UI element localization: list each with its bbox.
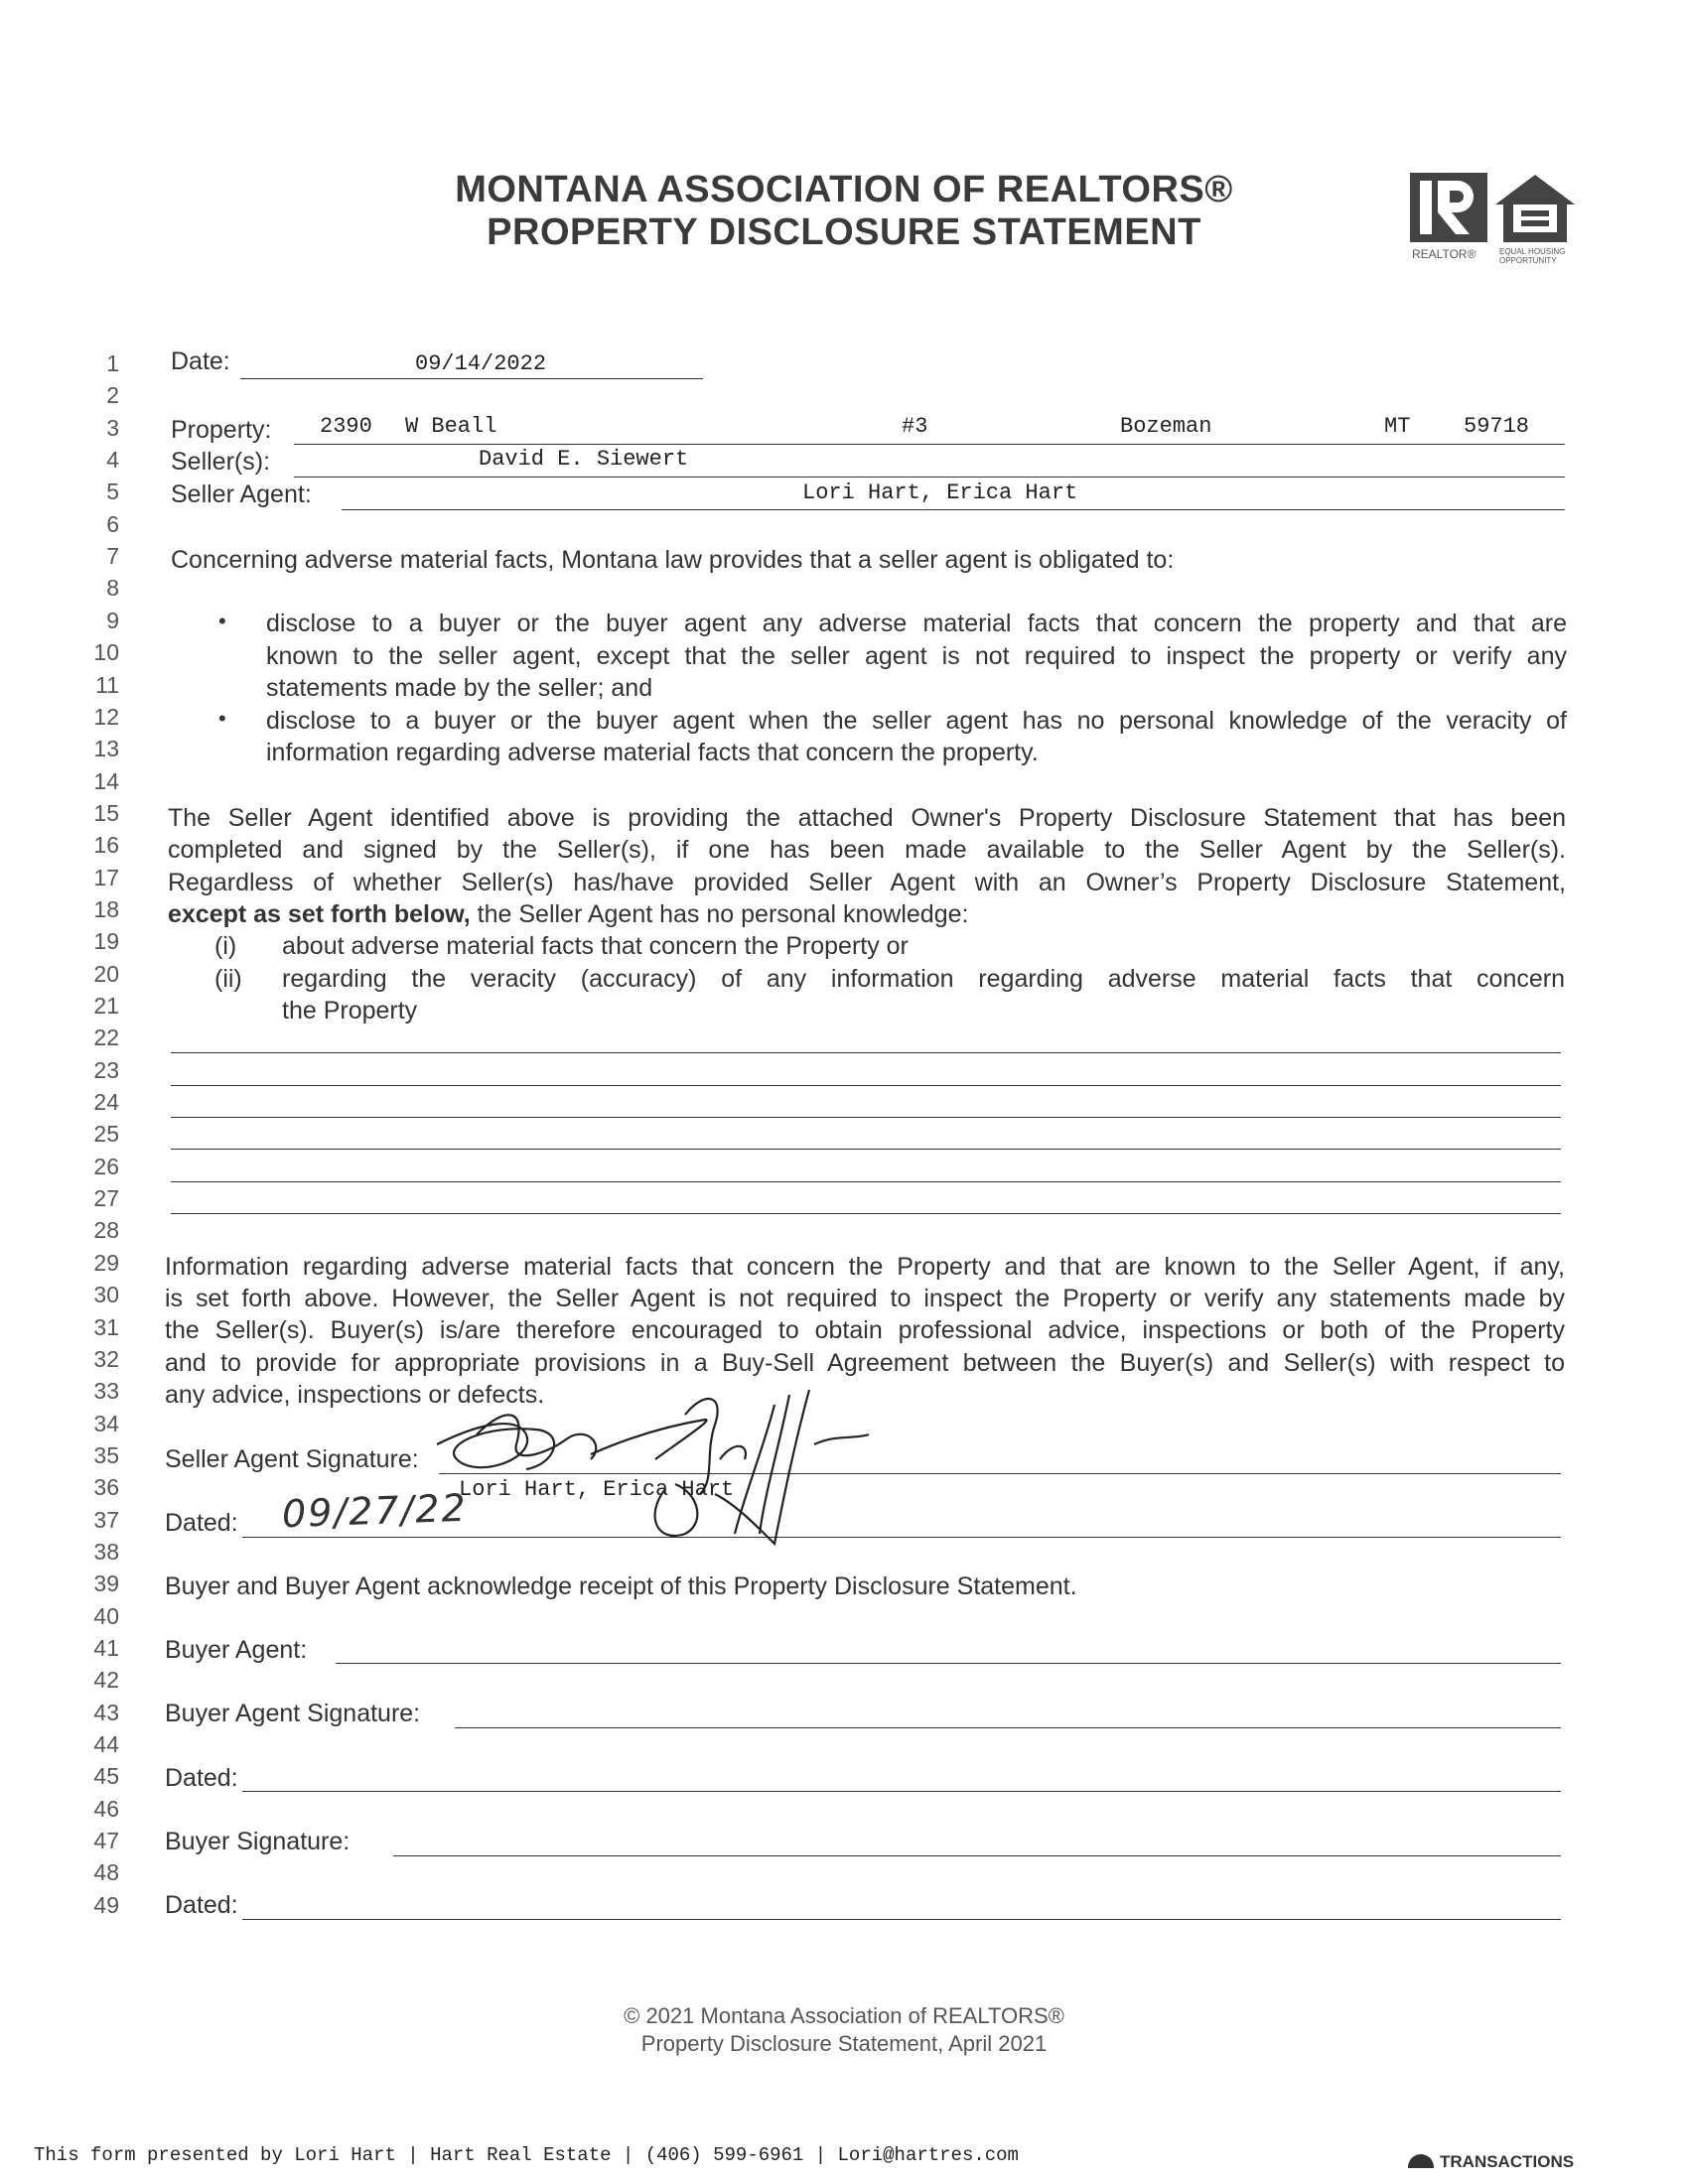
para2-line1: Information regarding adverse material facts that concern the Property and that are known to the Seller Agent, if any, [165,1253,1565,1281]
item-ii-line1: regarding the veracity (accuracy) of any information regarding adverse material facts that concern [282,965,1565,993]
equal-housing-icon [1495,175,1575,264]
line-number: 5 [106,478,119,505]
blank-line[interactable] [171,1149,1561,1150]
line-number: 24 [93,1089,119,1116]
line-number: 31 [93,1313,119,1340]
date-label: Date: [171,347,230,375]
buyer-dated-field[interactable] [242,1919,1561,1920]
line-number: 44 [93,1731,119,1758]
date-field[interactable]: 09/14/2022 [415,351,547,376]
transactions-logo-icon [1408,2154,1434,2168]
line-number: 47 [93,1828,119,1854]
para2-line2: is set forth above. However, the Seller Agent is not required to inspect the Property or verify any statements made by [165,1285,1565,1312]
line-number: 48 [93,1859,119,1886]
line-number: 43 [93,1699,119,1725]
line-number: 42 [93,1667,119,1694]
line-number: 14 [93,767,119,794]
property-city-field[interactable]: Bozeman [1120,414,1212,439]
transactions-brand-text: TRANSACTIONS [1440,2152,1575,2171]
line-number: 16 [93,832,119,859]
line-number: 36 [93,1474,119,1501]
line-number: 33 [93,1378,119,1405]
line-number: 21 [93,993,119,1019]
line-number: 3 [106,414,119,441]
buyer-agent-field[interactable] [336,1663,1561,1664]
line-number: 30 [93,1282,119,1308]
line-number: 11 [95,671,119,698]
sellers-underline [294,477,1565,478]
form-title-line1: MONTANA ASSOCIATION OF REALTORS® [455,169,1233,210]
sellers-field[interactable]: David E. Siewert [479,447,689,472]
para1-line4-rest: the Seller Agent has no personal knowledge: [470,900,969,928]
line-number: 10 [93,639,119,666]
presented-by-footer: This form presented by Lori Hart | Hart Real Estate | (406) 599-6961 | Lori@hartres.com [34,2144,1019,2166]
line-number: 27 [93,1185,119,1212]
line-number: 1 [106,350,119,376]
property-unit-field[interactable]: #3 [902,414,928,439]
copyright-notice: © 2021 Montana Association of REALTORS® [624,2003,1064,2028]
line-number: 19 [93,928,119,955]
bullet2-line2: information regarding adverse material facts that concern the property. [266,739,1039,766]
buyer-signature-label: Buyer Signature: [165,1828,351,1855]
realtor-equal-housing-logos [1408,171,1579,264]
property-zip-field[interactable]: 59718 [1464,414,1530,439]
para1-line1: The Seller Agent identified above is providing the attached Owner's Property Disclosure Statement that has been [168,804,1566,832]
bullet1-line1: disclose to a buyer or the buyer agent any adverse material facts that concern the property and that are [266,610,1567,637]
bullet1-line2: known to the seller agent, except that the seller agent is not required to inspect the property or verify any [266,642,1567,670]
property-underline [294,444,1565,445]
seller-agent-handwritten-signature [417,1385,933,1554]
line-number: 8 [106,575,119,602]
form-title-line2: PROPERTY DISCLOSURE STATEMENT [487,211,1201,253]
line-number: 32 [93,1345,119,1372]
line-number: 37 [93,1506,119,1533]
line-number: 13 [93,736,119,762]
seller-dated-label: Dated: [165,1509,238,1537]
blank-line[interactable] [171,1213,1561,1214]
realtor-logo-icon [1410,173,1487,261]
line-number: 35 [93,1441,119,1468]
line-number: 38 [93,1538,119,1565]
line-number: 7 [106,543,119,570]
seller-agent-field[interactable]: Lori Hart, Erica Hart [802,480,1078,505]
line-number: 22 [93,1024,119,1051]
line-number: 46 [93,1795,119,1822]
blank-line[interactable] [171,1085,1561,1086]
line-number: 9 [106,607,119,633]
line-number: 25 [93,1121,119,1148]
para1-line2: completed and signed by the Seller(s), if one has been made available to the Seller Agent by the Seller(s). [168,836,1566,864]
line-number: 20 [93,960,119,987]
para1-line3: Regardless of whether Seller(s) has/have provided Seller Agent with an Owner’s Property Disclosure Statement, [168,869,1566,896]
intro-text: Concerning adverse material facts, Montana law provides that a seller agent is obligated to: [171,546,1175,574]
realtor-logo-caption: REALTOR® [1412,247,1477,261]
blank-line[interactable] [171,1117,1561,1118]
line-number: 49 [93,1891,119,1918]
item-ii-label: (ii) [214,965,242,993]
line-number: 41 [93,1635,119,1661]
buyer-signature-field[interactable] [393,1855,1561,1856]
para2-line4: and to provide for appropriate provisions in a Buy-Sell Agreement between the Buyer(s) and Seller(s) with respect to [165,1349,1565,1377]
seller-agent-signature-name: Lori Hart, Erica Hart [459,1477,735,1502]
item-ii-line2: the Property [282,997,418,1024]
property-number-field[interactable]: 2390 [320,414,372,439]
item-i-text: about adverse material facts that concern the Property or [282,932,909,960]
buyer-dated-label: Dated: [165,1891,238,1919]
line-number: 4 [106,447,119,474]
para2-line3: the Seller(s). Buyer(s) is/are therefore encouraged to obtain professional advice, inspections or both of the Property [165,1316,1565,1344]
line-number: 45 [93,1763,119,1790]
bullet-icon: • [218,706,226,731]
seller-agent-underline [342,509,1565,510]
date-underline [240,378,703,379]
para1-line4 [168,899,968,929]
bullet1-line3: statements made by the seller; and [266,674,653,702]
property-street-field[interactable]: W Beall [405,414,497,439]
line-number: 23 [93,1056,119,1083]
except-bold-text: except as set forth below, [168,900,471,928]
seller-dated-handwritten[interactable]: 09/27/22 [281,1485,469,1537]
bullet-icon: • [218,609,226,633]
buyer-agent-dated-label: Dated: [165,1764,238,1792]
acknowledgement-text: Buyer and Buyer Agent acknowledge receipt of this Property Disclosure Statement. [165,1572,1077,1600]
line-number: 26 [93,1153,119,1179]
seller-agent-label: Seller Agent: [171,480,312,508]
blank-line[interactable] [171,1052,1561,1053]
line-number: 28 [93,1217,119,1244]
transactions-brand [1408,2152,1574,2172]
svg-text:OPPORTUNITY: OPPORTUNITY [1499,256,1557,264]
sellers-label: Seller(s): [171,448,271,476]
property-label: Property: [171,416,272,444]
line-number: 2 [106,382,119,409]
buyer-agent-dated-field[interactable] [242,1791,1561,1792]
item-i-label: (i) [214,932,237,960]
seller-agent-signature-label: Seller Agent Signature: [165,1445,419,1473]
equal-housing-caption: EQUAL HOUSING [1499,247,1566,256]
line-number: 12 [93,703,119,730]
line-number: 40 [93,1602,119,1629]
para2-line5: any advice, inspections or defects. [165,1381,545,1409]
line-number: 17 [93,864,119,890]
line-number: 39 [93,1570,119,1597]
buyer-agent-signature-field[interactable] [455,1727,1561,1728]
line-number: 34 [93,1410,119,1436]
blank-line[interactable] [171,1181,1561,1182]
form-version: Property Disclosure Statement, April 2021 [640,2031,1048,2056]
bullet2-line1: disclose to a buyer or the buyer agent when the seller agent has no personal knowledge of the veracity of [266,707,1567,735]
property-state-field[interactable]: MT [1384,414,1411,439]
buyer-agent-signature-label: Buyer Agent Signature: [165,1700,421,1727]
buyer-agent-label: Buyer Agent: [165,1636,308,1664]
line-number: 15 [93,799,119,826]
line-number: 18 [93,895,119,922]
line-number: 6 [106,510,119,537]
line-number: 29 [93,1249,119,1276]
